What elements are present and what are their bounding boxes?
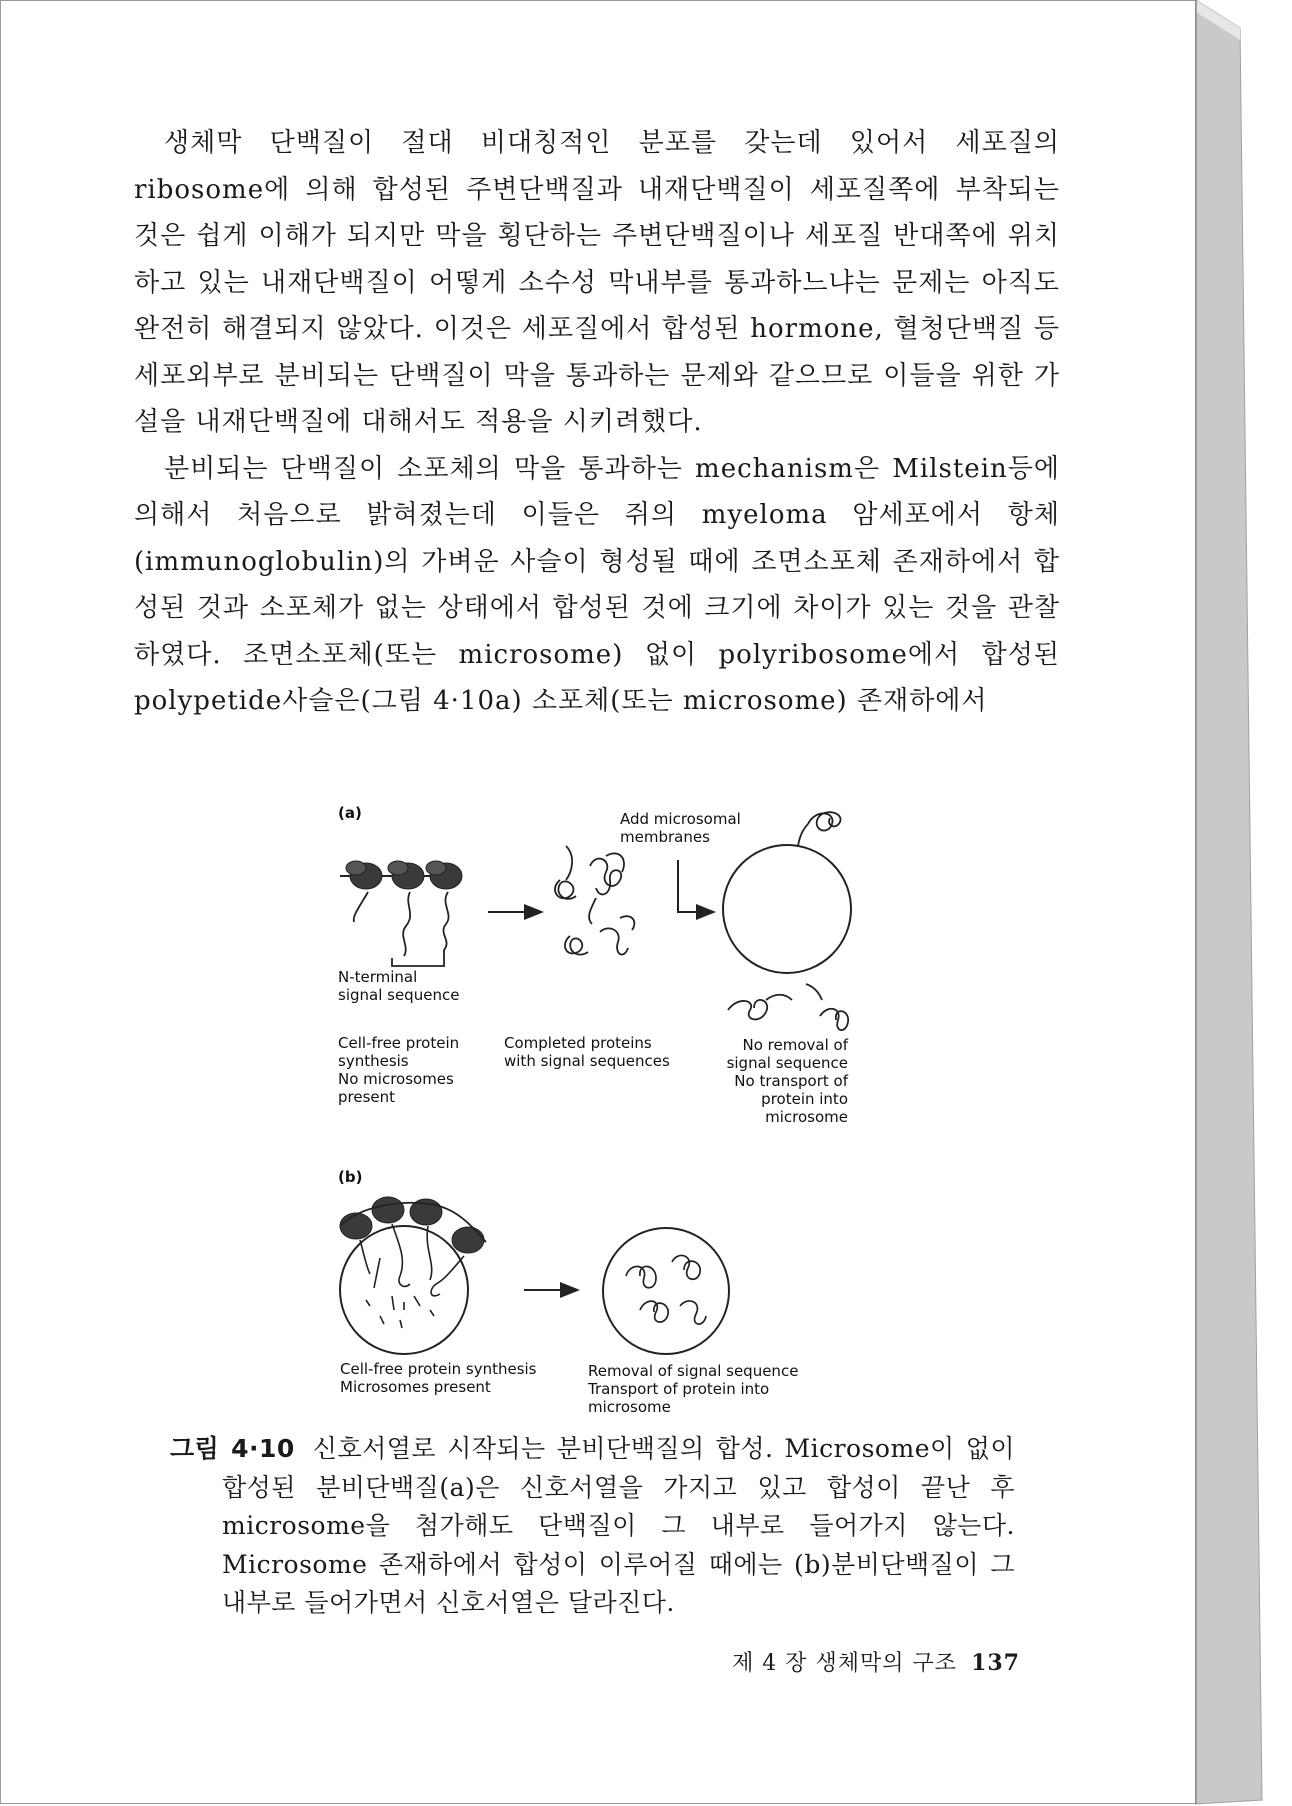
panel-b-label: (b) <box>338 1168 363 1186</box>
a-right-caption-3: No transport of <box>734 1072 848 1090</box>
paragraph-1: 생체막 단백질이 절대 비대칭적인 분포를 갖는데 있어서 세포질의 ribosome에 의해 합성된 주변단백질과 내재단백질이 세포질쪽에 부착되는 것은 쉽게 이해가 되지만 막을 횡단하는 주변단백질이나 세포질 반대쪽에 위치하고 있는 내재단백질이 어떻게 소수성 막내부를 통과하느냐는 문제는 아직도 완전히 해결되지 않았다. 이것은 세포질에서 합성된 hormone, 혈청단백질 등 세포외부로 분비되는 단백질이 막을 통과하는 문제와 같으므로 이들을 위한 가설을 내재단백질에 대해서도 적용을 시키려했다. <box>134 128 1060 437</box>
add-membranes-line1: Add microsomal <box>620 810 741 828</box>
microsome-a <box>723 845 851 973</box>
a-left-caption-3: No microsomes <box>338 1070 454 1088</box>
paragraph-2: 분비되는 단백질이 소포체의 막을 통과하는 mechanism은 Milstein등에 의해서 처음으로 밝혀졌는데 이들은 쥐의 myeloma 암세포에서 항체(immunoglobulin)의 가벼운 사슬이 형성될 때에 조면소포체 존재하에서 합성된 것과 소포체가 없는 상태에서 합성된 것에 크기에 차이가 있는 것을 관찰하였다. 조면소포체(또는 microsome) 없이 polyribosome에서 합성된 polypetide사슬은(그림 4·10a) 소포체(또는 microsome) 존재하에서 <box>134 453 1060 716</box>
chapter-title: 제 4 장 생체막의 구조 <box>732 1651 958 1676</box>
n-terminal-line2: signal sequence <box>338 986 460 1004</box>
a-left-caption-4: present <box>338 1088 396 1106</box>
microsome-b-right <box>603 1228 729 1354</box>
a-right-caption-4: protein into <box>761 1090 848 1108</box>
protein-chains-b <box>360 1224 464 1328</box>
figure-caption-text: 신호서열로 시작되는 분비단백질의 합성. Microsome이 없이 합성된 분비단백질(a)은 신호서열을 가지고 있고 합성이 끝난 후 microsome을 첨가해도 단백질이 그 내부로 들어가지 않는다. Microsome 존재하에서 합성이 이루어질 때에는 (b)분비단백질이 그 내부로 들어가면서 신호서열은 달라진다. <box>222 1434 1015 1617</box>
b-right-caption-3: microsome <box>588 1398 671 1416</box>
page-footer <box>700 1646 1020 1677</box>
a-right-caption-2: signal sequence <box>726 1054 848 1072</box>
a-middle-caption-1: Completed proteins <box>504 1034 652 1052</box>
a-right-caption-5: microsome <box>765 1108 848 1126</box>
microsome-b-left <box>340 1226 468 1354</box>
protein-coils-a <box>555 846 634 955</box>
b-left-caption-2: Microsomes present <box>340 1378 491 1396</box>
panel-a-label: (a) <box>338 804 362 822</box>
b-right-caption-2: Transport of protein into <box>588 1380 770 1398</box>
a-right-caption-1: No removal of <box>742 1036 848 1054</box>
arrow-a2 <box>678 860 712 912</box>
n-terminal-line1: N-terminal <box>338 968 418 986</box>
add-membranes-line2: membranes <box>620 828 710 846</box>
figure-caption <box>170 1430 1015 1623</box>
a-middle-caption-2: with signal sequences <box>504 1052 670 1070</box>
a-left-caption-1: Cell-free protein <box>338 1034 460 1052</box>
b-right-caption-1: Removal of signal sequence <box>588 1362 799 1380</box>
a-left-caption-2: synthesis <box>338 1052 409 1070</box>
protein-coils-b-inside <box>626 1255 706 1324</box>
figure-caption-label: 그림 4·10 <box>170 1434 295 1463</box>
page-number: 137 <box>971 1650 1020 1676</box>
ribosome-chain-a <box>340 861 462 966</box>
b-left-caption-1: Cell-free protein synthesis <box>340 1360 537 1378</box>
